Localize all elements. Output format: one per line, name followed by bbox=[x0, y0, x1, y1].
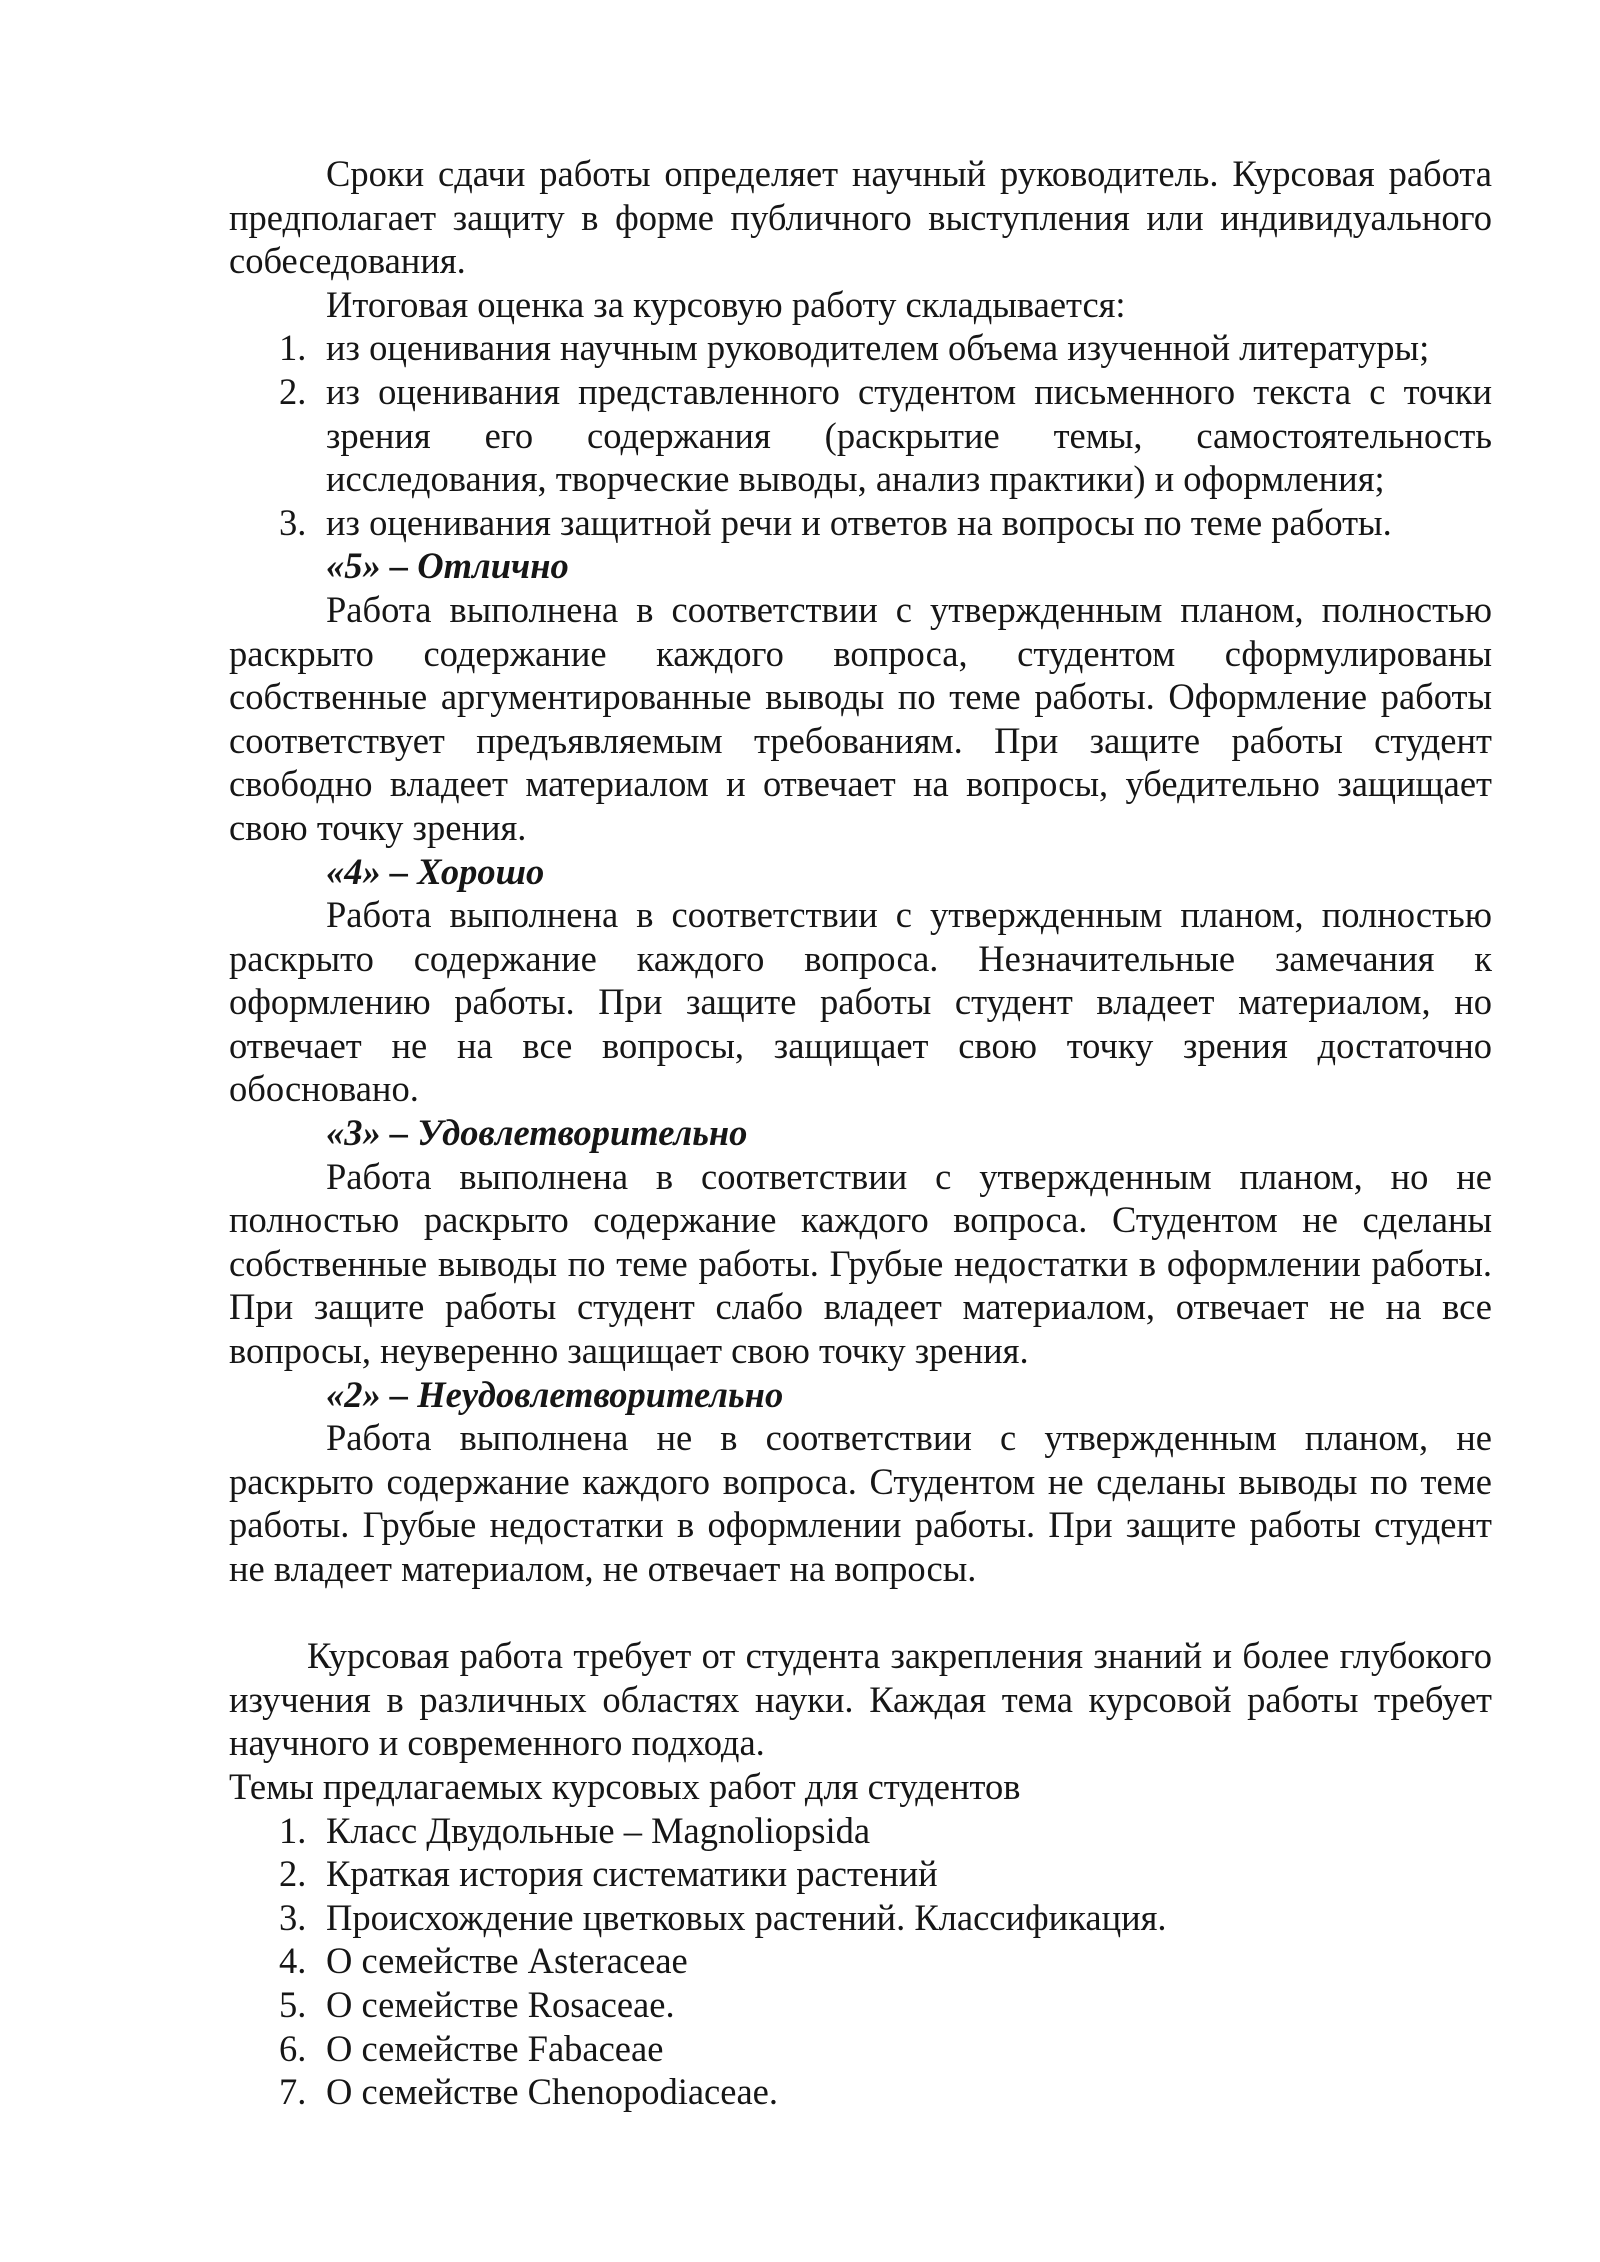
grade-components-list bbox=[229, 326, 1492, 544]
list-number: 7. bbox=[279, 2071, 307, 2113]
list-number: 2. bbox=[279, 1853, 307, 1895]
list-number: 3. bbox=[279, 1896, 307, 1938]
list-item bbox=[229, 2027, 1492, 2071]
list-number: 4. bbox=[279, 1940, 307, 1982]
grade-heading-satisfactory: «3» – Удовлетворительно bbox=[326, 1112, 748, 1154]
list-item bbox=[229, 370, 1492, 501]
grade-description-excellent: Работа выполнена в соответствии с утвержденным планом, полностью раскрыто содержание каждого вопроса, студентом сформулированы собственные аргументированные выводы по теме работы. Оформление работы соответствует предъявляемым требованиям. При защите работы студент свободно владеет материалом и отвечает на вопросы, убедительно защищает свою точку зрения. bbox=[229, 588, 1492, 848]
list-number: 1. bbox=[279, 1809, 307, 1851]
list-item-text: Краткая история систематики растений bbox=[326, 1853, 938, 1895]
document-page bbox=[229, 152, 1492, 2114]
paragraph-requirements: Курсовая работа требует от студента закрепления знаний и более глубокого изучения в различных областях науки. Каждая тема курсовой работы требует научного и современного подхода. bbox=[229, 1635, 1492, 1764]
list-item-text: Происхождение цветковых растений. Классификация. bbox=[326, 1896, 1167, 1938]
list-item bbox=[229, 501, 1492, 545]
list-item bbox=[229, 1852, 1492, 1896]
grade-description-satisfactory: Работа выполнена в соответствии с утвержденным планом, но не полностью раскрыто содержание каждого вопроса. Студентом не сделаны собственные выводы по теме работы. Грубые недостатки в оформлении работы. При защите работы студент слабо владеет материалом, отвечает не на все вопросы, неуверенно защищает свою точку зрения. bbox=[229, 1155, 1492, 1372]
list-item-text: из оценивания научным руководителем объема изученной литературы; bbox=[326, 327, 1430, 369]
grade-heading-unsatisfactory: «2» – Неудовлетворительно bbox=[326, 1373, 784, 1415]
grade-heading-good: «4» – Хорошо bbox=[326, 850, 545, 892]
list-item-text: из оценивания защитной речи и ответов на вопросы по теме работы. bbox=[326, 501, 1392, 543]
list-item bbox=[229, 1983, 1492, 2027]
paragraph-deadlines: Сроки сдачи работы определяет научный руководитель. Курсовая работа предполагает защиту в форме публичного выступления или индивидуального собеседования. bbox=[229, 153, 1492, 282]
list-item-text: О семействе Chenopodiaceae. bbox=[326, 2071, 778, 2113]
grade-intro: Итоговая оценка за курсовую работу складывается: bbox=[326, 283, 1126, 325]
list-item bbox=[229, 1809, 1492, 1853]
blank-line bbox=[229, 1591, 1492, 1635]
list-item bbox=[229, 2070, 1492, 2114]
list-item-text: О семействе Asteraceae bbox=[326, 1940, 688, 1982]
list-item bbox=[229, 1896, 1492, 1940]
grade-description-unsatisfactory: Работа выполнена не в соответствии с утвержденным планом, не раскрыто содержание каждого вопроса. Студентом не сделаны выводы по теме работы. Грубые недостатки в оформлении работы. При защите работы студент не владеет материалом, не отвечает на вопросы. bbox=[229, 1417, 1492, 1589]
topics-list bbox=[229, 1809, 1492, 2114]
list-number: 6. bbox=[279, 2027, 307, 2069]
topics-intro: Темы предлагаемых курсовых работ для студентов bbox=[229, 1765, 1021, 1807]
list-number: 2. bbox=[279, 370, 307, 412]
grade-heading-excellent: «5» – Отлично bbox=[326, 545, 569, 587]
list-item bbox=[229, 1939, 1492, 1983]
list-item-text: О семействе Rosaceae. bbox=[326, 1983, 675, 2025]
list-item bbox=[229, 326, 1492, 370]
list-number: 1. bbox=[279, 327, 307, 369]
list-item-text: Класс Двудольные – Magnoliopsida bbox=[326, 1809, 871, 1851]
list-number: 3. bbox=[279, 501, 307, 543]
list-number: 5. bbox=[279, 1983, 307, 2025]
list-item-text: из оценивания представленного студентом письменного текста с точки зрения его содержания (раскрытие темы, самостоятельность исследования, творческие выводы, анализ практики) и оформления; bbox=[326, 370, 1492, 500]
grade-description-good: Работа выполнена в соответствии с утвержденным планом, полностью раскрыто содержание каждого вопроса. Незначительные замечания к оформлению работы. При защите работы студент владеет материалом, но отвечает не на все вопросы, защищает свою точку зрения достаточно обосновано. bbox=[229, 894, 1492, 1110]
list-item-text: О семействе Fabaceae bbox=[326, 2027, 664, 2069]
